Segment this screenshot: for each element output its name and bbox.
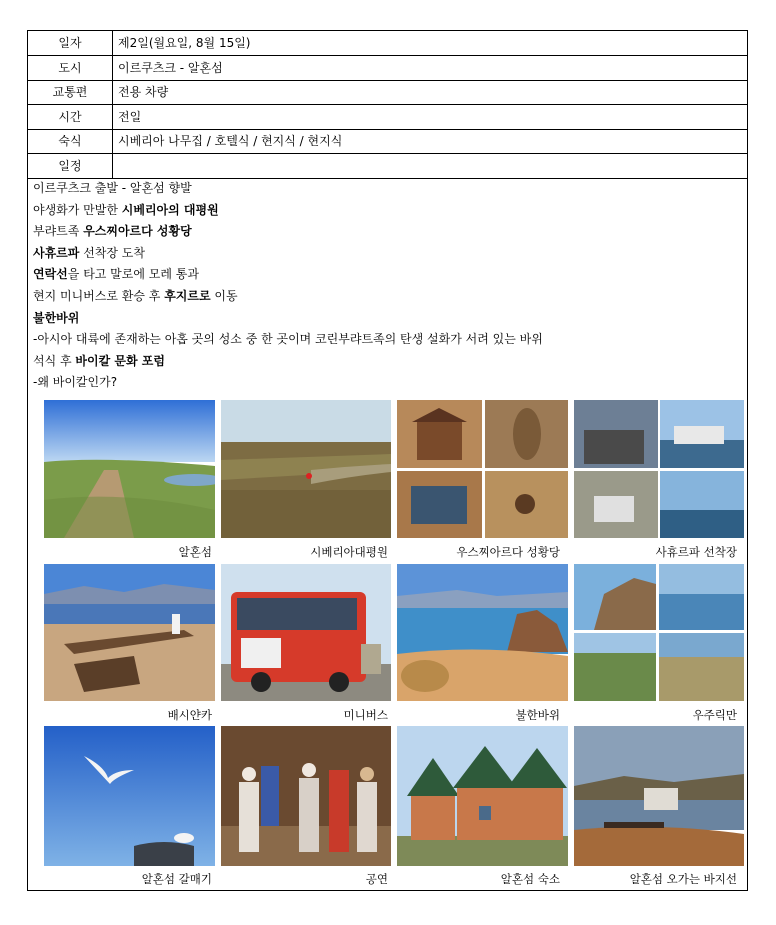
schedule-line xyxy=(33,329,733,351)
caption-performance: 공연 xyxy=(365,872,388,886)
schedule-highlight: 우스찌아르다 성황당 xyxy=(83,224,192,239)
schedule-text-segment: 부랴트족 xyxy=(33,224,84,239)
itinerary-sheet xyxy=(27,30,748,891)
caption-ferry-pier: 사휴르파 선착장 xyxy=(655,545,737,559)
schedule-label: 일정 xyxy=(28,154,113,178)
schedule-text-segment: 야생화가 만발한 xyxy=(33,202,122,217)
info-row-schedule xyxy=(28,154,747,179)
info-row-time xyxy=(28,105,747,130)
schedule-text-segment: 을 타고 말로에 모레 통과 xyxy=(67,267,199,282)
photo-accommodation xyxy=(397,726,568,866)
city-value: 이르쿠츠크 - 알혼섬 xyxy=(118,60,223,75)
schedule-text xyxy=(33,178,733,394)
photo-shaman-rock xyxy=(397,564,568,701)
schedule-line xyxy=(33,264,733,286)
schedule-line xyxy=(33,178,733,200)
schedule-text-segment: 석식 후 xyxy=(33,353,76,368)
schedule-text-segment: 선착장 도착 xyxy=(79,245,145,260)
schedule-highlight: 후지르로 xyxy=(164,288,211,303)
caption-olkhon: 알혼섬 xyxy=(178,545,212,559)
schedule-line xyxy=(33,243,733,265)
photo-barge xyxy=(574,726,744,866)
photo-ferry-collage xyxy=(574,400,744,538)
caption-barge: 알혼섬 오가는 바지선 xyxy=(629,872,737,886)
photo-seagull xyxy=(44,726,215,866)
photo-uzury-bay-collage xyxy=(574,564,744,701)
schedule-line xyxy=(33,286,733,308)
schedule-text-segment: -왜 바이칼인가? xyxy=(33,375,118,390)
caption-peshanka: 배시얀카 xyxy=(167,708,212,722)
schedule-line xyxy=(33,372,733,394)
schedule-text-segment: 이르쿠츠크 출발 - 알혼섬 향발 xyxy=(33,181,192,195)
schedule-text-segment: 현지 미니버스로 환승 후 xyxy=(33,288,165,303)
caption-uzury-bay: 우주릭만 xyxy=(692,708,737,722)
schedule-highlight: 바이칼 문화 포럼 xyxy=(75,353,165,368)
meals-label: 숙식 xyxy=(28,129,113,153)
time-label: 시간 xyxy=(28,105,113,129)
date-value: 제2일(월요일, 8월 15일) xyxy=(118,36,251,50)
transport-value: 전용 차량 xyxy=(118,85,169,99)
schedule-highlight: 연락선 xyxy=(33,267,68,282)
caption-minibus: 미니버스 xyxy=(343,708,388,722)
photo-olkhon-road xyxy=(44,400,215,538)
photo-minibus xyxy=(221,564,391,701)
schedule-line xyxy=(33,308,733,330)
schedule-line xyxy=(33,200,733,222)
photo-shrine-collage xyxy=(397,400,568,538)
city-label: 도시 xyxy=(28,56,113,80)
photo-peshanka xyxy=(44,564,215,701)
caption-accommodation: 알혼섬 숙소 xyxy=(500,872,560,886)
info-row-meals xyxy=(28,129,747,154)
transport-label: 교통편 xyxy=(28,80,113,104)
schedule-highlight: 불한바위 xyxy=(33,310,80,325)
photo-performance xyxy=(221,726,391,866)
schedule-line xyxy=(33,351,733,373)
info-row-date xyxy=(28,31,747,56)
schedule-text-segment: -아시아 대륙에 존재하는 아홉 곳의 성소 중 한 곳이며 코린부랴트족의 탄생 설화가 서려 있는 바위 xyxy=(33,332,543,347)
caption-shaman-rock: 불한바위 xyxy=(515,708,560,722)
meals-value: 시베리아 나무집 / 호텔식 / 현지식 / 현지식 xyxy=(118,134,343,148)
info-row-city xyxy=(28,56,747,81)
date-label: 일자 xyxy=(28,31,113,55)
schedule-highlight: 시베리아의 대평원 xyxy=(121,202,219,217)
schedule-text-segment: 이동 xyxy=(210,288,238,303)
schedule-highlight: 사휴르파 xyxy=(33,245,80,260)
caption-seagull: 알혼섬 갈매기 xyxy=(141,872,212,886)
caption-shrine: 우스찌아르다 성황당 xyxy=(456,545,560,559)
caption-steppe: 시베리아대평원 xyxy=(310,545,388,559)
time-value: 전일 xyxy=(118,109,142,124)
schedule-line xyxy=(33,221,733,243)
info-row-transport xyxy=(28,80,747,105)
photo-siberian-steppe xyxy=(221,400,391,538)
